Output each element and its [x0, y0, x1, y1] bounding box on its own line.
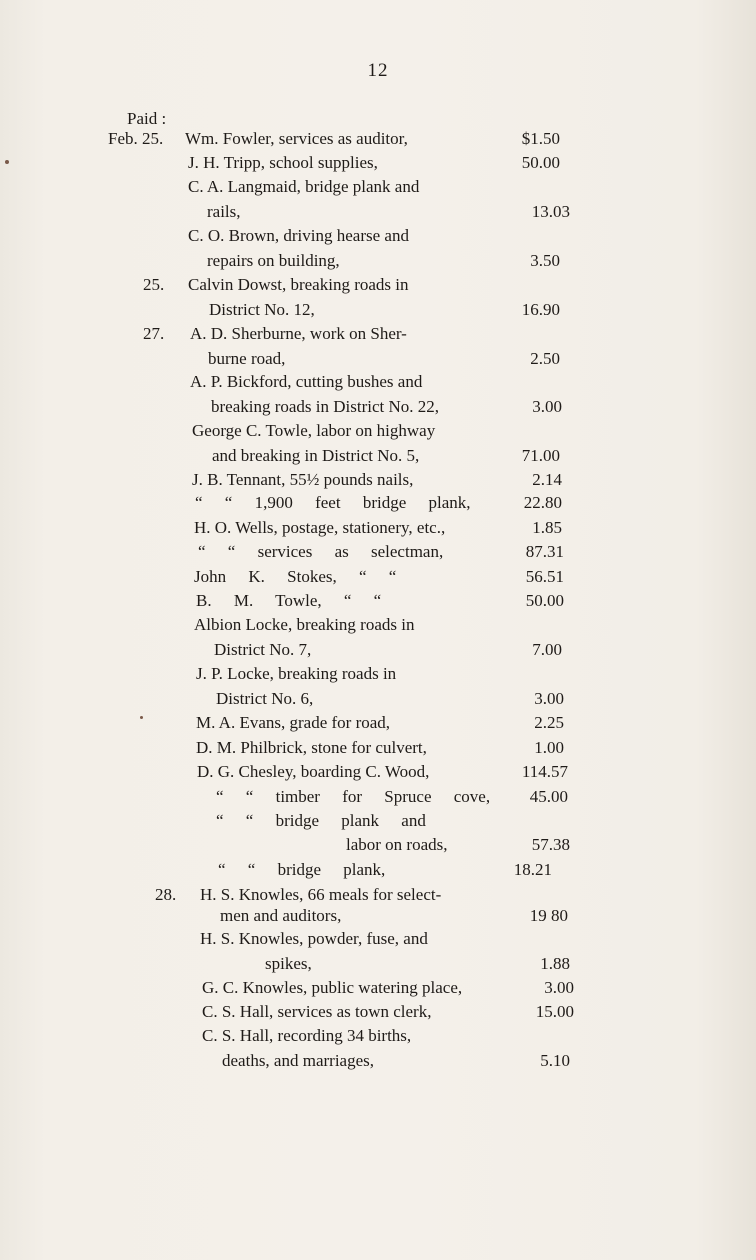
entry-amount: 7.00	[532, 640, 562, 659]
entry-date: 27.	[143, 324, 165, 343]
entry-line: and breaking in District No. 5,	[212, 446, 420, 465]
entry-line: C. O. Brown, driving hearse and	[188, 226, 409, 245]
entry-line: H. O. Wells, postage, stationery, etc.,	[194, 518, 446, 537]
entry-line: A. P. Bickford, cutting bushes and	[190, 372, 423, 391]
entry-amount: 2.14	[532, 470, 562, 489]
entry-amount: 114.57	[521, 762, 568, 781]
entry-line: breaking roads in District No. 22,	[211, 397, 440, 416]
paper-speck	[140, 716, 143, 719]
entry-amount: 50.00	[521, 153, 560, 172]
entry-date: 28.	[155, 885, 177, 904]
entry-amount: 1.85	[532, 518, 562, 537]
entry-line: men and auditors,	[220, 906, 342, 925]
entry-amount: 19 80	[529, 906, 568, 925]
entry-line: “ “ 1,900 feet bridge plank,	[195, 493, 471, 512]
entry-amount: 2.25	[534, 713, 564, 732]
page-number: 12	[367, 60, 389, 81]
entry-line: burne road,	[208, 349, 286, 368]
entry-line: J. B. Tennant, 55½ pounds nails,	[192, 470, 414, 489]
entry-line: District No. 12,	[209, 300, 315, 319]
entry-amount: 3.00	[532, 397, 562, 416]
entry-line: B. M. Towle, “ “	[196, 591, 382, 610]
entry-amount: 22.80	[523, 493, 562, 512]
entry-line: H. S. Knowles, 66 meals for select-	[200, 885, 442, 904]
entry-line: “ “ bridge plank,	[218, 860, 386, 879]
entry-line: “ “ timber for Spruce cove,	[216, 787, 491, 806]
entry-amount: 3.50	[530, 251, 560, 270]
entry-line: District No. 6,	[216, 689, 314, 708]
entry-line: G. C. Knowles, public watering place,	[202, 978, 463, 997]
entry-amount: 45.00	[529, 787, 568, 806]
entry-date: Feb. 25.	[108, 129, 164, 148]
entry-line: H. S. Knowles, powder, fuse, and	[200, 929, 428, 948]
entry-line: Albion Locke, breaking roads in	[194, 615, 415, 634]
entry-line: George C. Towle, labor on highway	[192, 421, 436, 440]
entry-amount: $1.50	[521, 129, 560, 148]
entry-line: M. A. Evans, grade for road,	[196, 713, 391, 732]
paper-speck	[5, 160, 9, 164]
entry-line: A. D. Sherburne, work on Sher-	[190, 324, 407, 343]
entry-line: spikes,	[265, 954, 312, 973]
entry-line: C. A. Langmaid, bridge plank and	[188, 177, 420, 196]
entry-amount: 1.00	[534, 738, 564, 757]
entry-date: 25.	[143, 275, 165, 294]
entry-amount: 3.00	[544, 978, 574, 997]
entry-amount: 56.51	[525, 567, 564, 586]
entry-line: labor on roads,	[346, 835, 448, 854]
entry-amount: 50.00	[525, 591, 564, 610]
entry-line: John K. Stokes, “ “	[194, 567, 397, 586]
entry-amount: 71.00	[521, 446, 560, 465]
entry-amount: 87.31	[525, 542, 564, 561]
entry-amount: 2.50	[530, 349, 560, 368]
entry-line: “ “ services as selectman,	[198, 542, 444, 561]
entry-amount: 16.90	[521, 300, 560, 319]
entry-amount: 57.38	[531, 835, 570, 854]
entry-line: C. S. Hall, services as town clerk,	[202, 1002, 432, 1021]
entry-amount: 1.88	[540, 954, 570, 973]
entry-line: repairs on building,	[207, 251, 340, 270]
entry-amount: 3.00	[534, 689, 564, 708]
entry-line: rails,	[207, 202, 241, 221]
entry-line: D. M. Philbrick, stone for culvert,	[196, 738, 427, 757]
entry-line: “ “ bridge plank and	[216, 811, 426, 830]
entry-amount: 18.21	[513, 860, 552, 879]
entry-amount: 13.03	[531, 202, 570, 221]
entry-line: District No. 7,	[214, 640, 312, 659]
entry-line: C. S. Hall, recording 34 births,	[202, 1026, 412, 1045]
entry-amount: 15.00	[535, 1002, 574, 1021]
paid-heading: Paid :	[127, 109, 167, 128]
entry-line: Wm. Fowler, services as auditor,	[185, 129, 408, 148]
entry-line: J. P. Locke, breaking roads in	[196, 664, 397, 683]
entry-line: D. G. Chesley, boarding C. Wood,	[197, 762, 430, 781]
entry-amount: 5.10	[540, 1051, 570, 1070]
entry-line: Calvin Dowst, breaking roads in	[188, 275, 409, 294]
entry-line: deaths, and marriages,	[222, 1051, 374, 1070]
entry-line: J. H. Tripp, school supplies,	[188, 153, 378, 172]
